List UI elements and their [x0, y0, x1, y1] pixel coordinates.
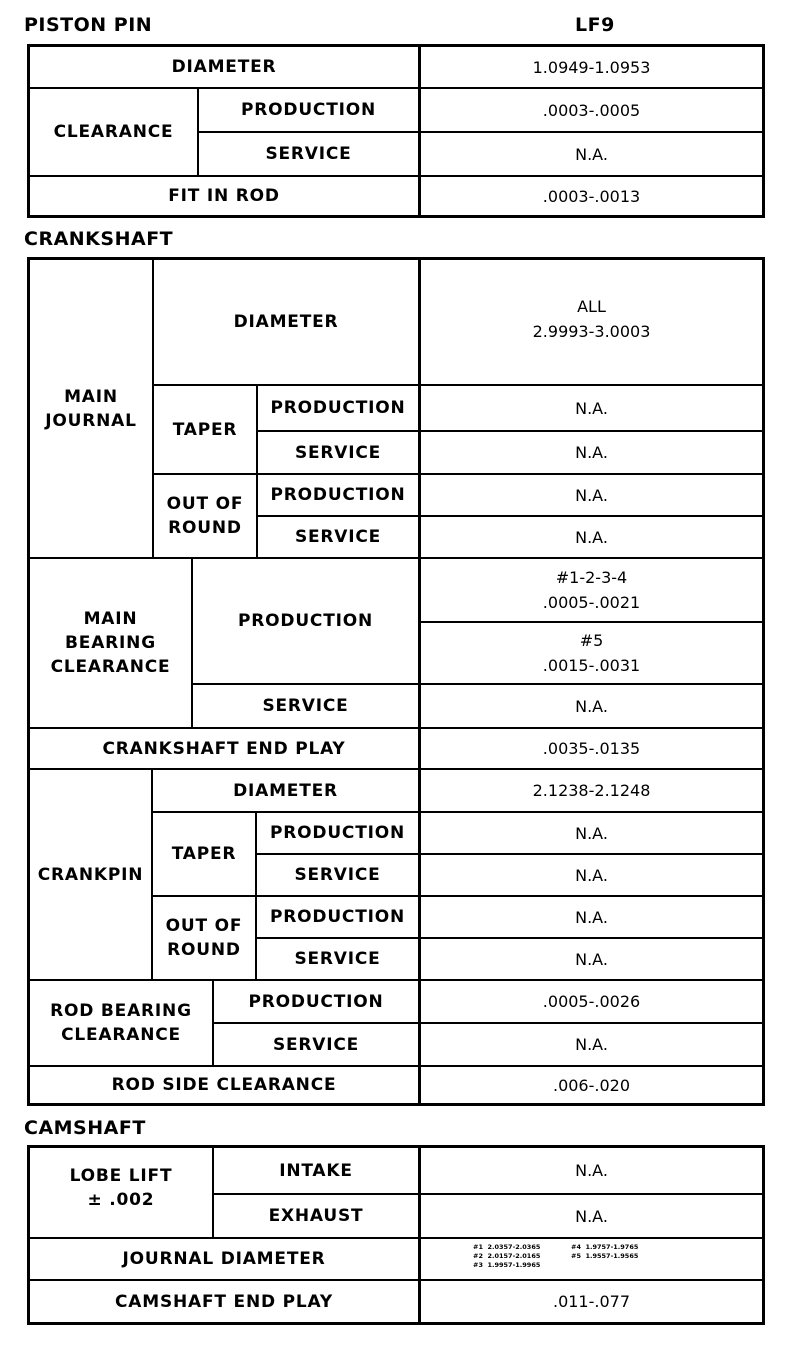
main-journal-diameter-value	[421, 260, 762, 384]
main-bearing-production-value-b	[421, 623, 762, 683]
crankshaft-heading: CRANKSHAFT	[24, 228, 174, 250]
rod-bearing-clearance-label	[30, 981, 212, 1065]
main-bearing-value-a-line2: .0005-.0021	[542, 593, 641, 612]
rod-bearing-production-value: .0005-.0026	[542, 992, 641, 1011]
main-journal-oor-production-label: PRODUCTION	[270, 485, 406, 505]
rod-bearing-service-label: SERVICE	[272, 1034, 360, 1055]
lobe-lift-label-line2: ± .002	[87, 1190, 155, 1210]
journal-value-4: #4 1.9757-1.9765	[571, 1243, 639, 1251]
camshaft-end-play-value: .011-.077	[552, 1292, 631, 1311]
fit-in-rod-label: FIT IN ROD	[168, 186, 280, 206]
piston-pin-service-value: N.A.	[575, 144, 608, 164]
piston-pin-diameter-label: DIAMETER	[171, 57, 277, 77]
main-journal-label-line1: MAIN	[64, 386, 118, 407]
rod-bearing-service-value: N.A.	[575, 1035, 608, 1054]
piston-pin-production-value: .0003-.0005	[542, 100, 641, 120]
intake-value: N.A.	[575, 1161, 608, 1180]
intake-label: INTAKE	[279, 1160, 353, 1181]
lobe-lift-label-line1: LOBE LIFT	[69, 1166, 173, 1186]
rod-side-clearance-value: .006-.020	[552, 1075, 631, 1095]
crankpin-taper-service-label: SERVICE	[294, 865, 381, 885]
journal-diameter-label: JOURNAL DIAMETER	[122, 1249, 326, 1269]
rod-bearing-label-line1: ROD BEARING	[50, 1001, 192, 1021]
camshaft-end-play-label: CAMSHAFT END PLAY	[115, 1291, 333, 1312]
crankpin-label: CRANKPIN	[37, 864, 144, 885]
piston-pin-diameter-value: 1.0949-1.0953	[532, 57, 651, 77]
main-journal-taper-production-value: N.A.	[575, 398, 608, 418]
crankpin-oor-production-label: PRODUCTION	[270, 907, 405, 927]
journal-diameter-values	[421, 1239, 762, 1279]
fit-in-rod-value: .0003-.0013	[542, 186, 641, 206]
journal-value-3: #3 1.9957-1.9965	[473, 1261, 541, 1269]
main-journal-diameter-label: DIAMETER	[233, 312, 339, 332]
crankpin-taper-production-label: PRODUCTION	[270, 823, 405, 843]
main-journal-taper-service-value: N.A.	[575, 443, 608, 462]
main-journal-oor-label	[154, 475, 256, 557]
crankpin-taper-service-value: N.A.	[575, 865, 608, 885]
piston-pin-production-label: PRODUCTION	[241, 100, 376, 120]
crankpin-diameter-value: 2.1238-2.1248	[532, 781, 651, 800]
main-bearing-clearance-label	[30, 559, 191, 727]
exhaust-label: EXHAUST	[268, 1206, 364, 1226]
main-journal-taper-label: TAPER	[172, 419, 238, 440]
main-journal-oor-service-label: SERVICE	[294, 527, 382, 547]
journal-value-5: #5 1.9557-1.9565	[571, 1252, 639, 1260]
crankshaft-end-play-value: .0035-.0135	[542, 739, 641, 758]
piston-pin-clearance-label: CLEARANCE	[53, 122, 174, 142]
main-journal-oor-label-line2: ROUND	[168, 518, 242, 538]
main-bearing-production-label: PRODUCTION	[238, 611, 373, 631]
crankpin-oor-label-line1: OUT OF	[165, 916, 243, 936]
main-journal-diameter-value-line1: ALL	[577, 297, 606, 316]
crankpin-oor-label	[153, 897, 255, 979]
crankshaft-end-play-label: CRANKSHAFT END PLAY	[102, 738, 346, 759]
main-bearing-service-label: SERVICE	[262, 696, 349, 716]
journal-value-1: #1 2.0357-2.0365	[473, 1243, 541, 1251]
main-journal-oor-production-value: N.A.	[575, 485, 608, 505]
piston-pin-service-label: SERVICE	[265, 144, 352, 164]
crankpin-taper-label: TAPER	[171, 844, 237, 864]
main-journal-oor-label-line1: OUT OF	[166, 494, 244, 514]
main-bearing-value-a-line1: #1-2-3-4	[555, 568, 628, 587]
main-journal-taper-service-label: SERVICE	[294, 442, 382, 463]
main-journal-oor-service-value: N.A.	[575, 527, 608, 547]
rod-bearing-label-line2: CLEARANCE	[61, 1025, 181, 1045]
main-bearing-service-value: N.A.	[575, 696, 608, 716]
engine-code-header: LF9	[575, 14, 615, 36]
main-bearing-label-line2: BEARING	[65, 633, 156, 653]
main-bearing-value-b-line1: #5	[579, 631, 604, 650]
crankpin-oor-service-value: N.A.	[575, 949, 608, 969]
main-bearing-value-b-line2: .0015-.0031	[542, 656, 641, 675]
camshaft-heading: CAMSHAFT	[24, 1117, 146, 1139]
main-journal-label	[30, 260, 152, 557]
lobe-lift-label	[30, 1148, 212, 1237]
crankpin-diameter-label: DIAMETER	[233, 780, 338, 801]
main-journal-taper-production-label: PRODUCTION	[270, 398, 406, 418]
crankpin-taper-production-value: N.A.	[575, 823, 608, 843]
main-journal-diameter-value-line2: 2.9993-3.0003	[532, 322, 651, 341]
crankpin-oor-label-line2: ROUND	[167, 940, 241, 960]
main-bearing-label-line3: CLEARANCE	[50, 657, 171, 677]
rod-bearing-production-label: PRODUCTION	[248, 991, 384, 1012]
main-bearing-label-line1: MAIN	[83, 609, 138, 629]
rod-side-clearance-label: ROD SIDE CLEARANCE	[111, 1075, 337, 1095]
crankpin-oor-service-label: SERVICE	[294, 949, 381, 969]
journal-value-2: #2 2.0157-2.0165	[473, 1252, 541, 1260]
main-journal-label-line2: JOURNAL	[45, 410, 137, 431]
crankpin-oor-production-value: N.A.	[575, 907, 608, 927]
main-bearing-production-value-a	[421, 559, 762, 621]
exhaust-value: N.A.	[575, 1206, 608, 1226]
piston-pin-heading: PISTON PIN	[24, 14, 153, 36]
